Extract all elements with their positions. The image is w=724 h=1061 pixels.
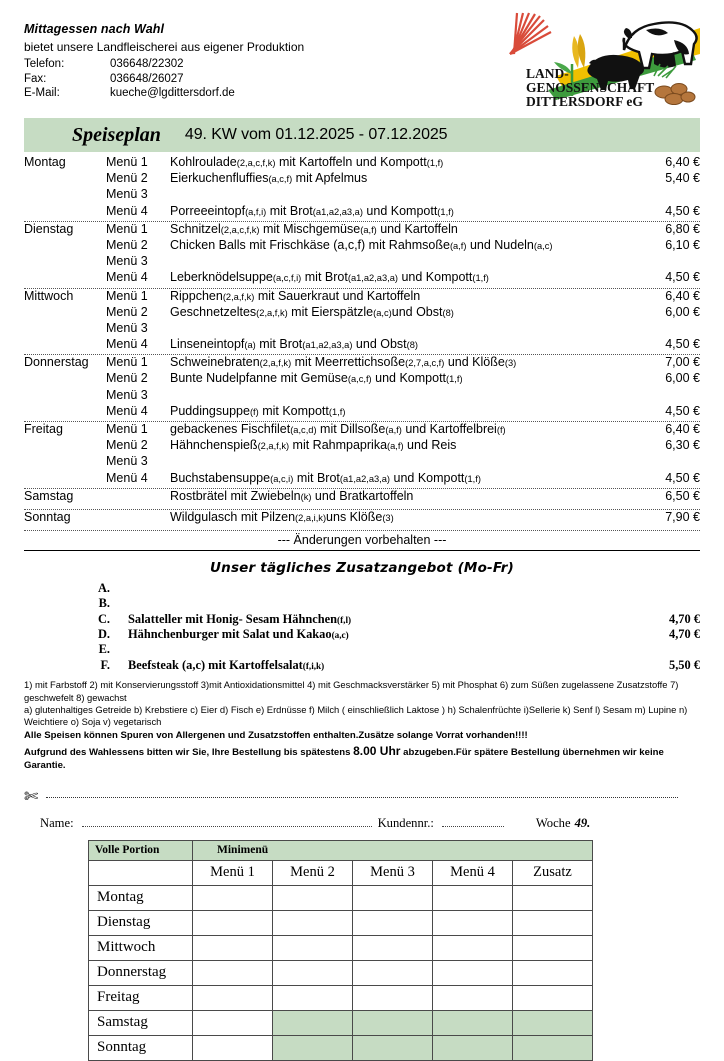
week-label: Woche: [535, 815, 571, 830]
day-label: Mittwoch: [24, 288, 74, 303]
menu-row: [24, 171, 700, 187]
menu-number: Menü 1: [106, 422, 148, 436]
order-cell-dienstag-zusatz[interactable]: [513, 910, 593, 935]
dish-price: 4,50 €: [665, 470, 700, 485]
day-block-freitag: [24, 422, 700, 489]
dish-price: 4,50 €: [665, 203, 700, 218]
allergens-legend: a) glutenhaltiges Getreide b) Krebstiere c) Eier d) Fisch e) Erdnüsse f) Milch ( einschließlich Laktose ) h) Schalenfrüchte i)Sellerie k) Senf l) Sesam m) Lupine n) Weichtiere o) Soja v) vegetarisch: [24, 703, 688, 728]
order-table-group-header: [89, 840, 593, 860]
menu-row: [24, 187, 700, 203]
table-row: [89, 910, 593, 935]
dish-description: Hähnchenspieß(2,a,f,k) mit Rahmpaprika(a,f) und Reis: [170, 438, 457, 453]
email-value: kueche@lgdittersdorf.de: [110, 87, 235, 99]
dish-price: 6,50 €: [665, 488, 700, 503]
dish-description: Schweinebraten(2,a,f,k) mit Meerrettichsoße(2,7,a,c,f) und Klöße(3): [170, 355, 517, 370]
menu-number: Menü 1: [106, 155, 148, 169]
cut-dotted-line: [46, 797, 678, 798]
menu-row: [24, 238, 700, 254]
col-header-menu-1: Menü 1: [193, 860, 273, 885]
dish-price: 4,50 €: [665, 270, 700, 285]
day-block-mittwoch: [24, 289, 700, 356]
order-cell-montag-zusatz[interactable]: [513, 885, 593, 910]
menu-number: Menü 1: [106, 355, 148, 370]
day-label: Freitag: [24, 422, 63, 436]
order-cell-mittwoch-menu2[interactable]: [273, 935, 353, 960]
dish-price: 5,40 €: [665, 171, 700, 186]
extras-item-a: [24, 581, 700, 596]
menu-row: [24, 355, 700, 371]
table-row: [89, 935, 593, 960]
order-table: [88, 840, 593, 1061]
order-cell-montag-menu2[interactable]: [273, 885, 353, 910]
menu-row: [24, 388, 700, 404]
menu-row: [24, 422, 700, 438]
dish-price: 6,80 €: [665, 221, 700, 236]
menu-number: Menü 3: [106, 320, 148, 335]
day-block-samstag: [24, 489, 700, 510]
logo-line-3: DITTERSDORF eG: [526, 94, 643, 109]
dish-description: Chicken Balls mit Frischkäse (a,c,f) mit Rahmsoße(a,f) und Nudeln(a,c): [170, 237, 553, 252]
fax-label: Fax:: [24, 72, 47, 85]
dish-description: Wildgulasch mit Pilzen(2,a,i,k)uns Klöße(3): [170, 509, 394, 524]
extras-letter: A.: [97, 580, 110, 595]
day-block-dienstag: [24, 222, 700, 289]
dish-description: Buchstabensuppe(a,c,i) mit Brot(a1,a2,a3,a) und Kompott(1,f): [170, 470, 481, 485]
dish-price: 6,00 €: [665, 304, 700, 319]
menu-row: [24, 222, 700, 238]
extras-letter: F.: [100, 657, 110, 672]
order-cell-dienstag-menu4[interactable]: [433, 910, 513, 935]
extras-item-c: [24, 612, 700, 627]
extras-item-b: [24, 596, 700, 611]
dish-price: 6,40 €: [665, 288, 700, 303]
order-cell-montag-menu4[interactable]: [433, 885, 513, 910]
dish-price: 6,30 €: [665, 438, 700, 453]
extras-letter: E.: [98, 642, 110, 657]
menu-row: [24, 321, 700, 337]
order-deadline-note: Aufgrund des Wahlessens bitten wir Sie, Ihre Bestellung bis spätestens 8.00 Uhr abzugeben.Für spätere Bestellung übernehmen wir keine Garantie.: [24, 744, 664, 771]
order-cell-sonntag-zusatz: [513, 1035, 593, 1060]
day-block-sonntag: [24, 510, 700, 531]
dish-description: Schnitzel(2,a,c,f,k) mit Mischgemüse(a,f) und Kartoffeln: [170, 221, 458, 236]
order-cell-samstag-menu2: [273, 1010, 353, 1035]
customer-number-input[interactable]: [442, 816, 504, 827]
col-header-menu-3: Menü 3: [353, 860, 433, 885]
dish-description: gebackenes Fischfilet(a,c,d) mit Dillsoße(a,f) und Kartoffelbrei(f): [170, 422, 506, 436]
dish-price: 6,40 €: [665, 155, 700, 169]
order-cell-freitag-zusatz[interactable]: [513, 985, 593, 1010]
header-subtitle: bietet unsere Landfleischerei aus eigener Produktion: [24, 40, 305, 54]
menu-row: [24, 337, 700, 353]
row-day-sonntag: Sonntag: [89, 1035, 193, 1060]
menu-number: Menü 2: [106, 237, 148, 252]
week-range-label: 49. KW vom 01.12.2025 - 07.12.2025: [184, 126, 448, 143]
day-label: Donnerstag: [24, 355, 89, 370]
header-minimenue: Minimenü: [193, 840, 593, 860]
order-cell-mittwoch-menu1[interactable]: [193, 935, 273, 960]
order-cell-mittwoch-menu4[interactable]: [433, 935, 513, 960]
menu-number: Menü 2: [106, 171, 148, 186]
menu-row: [24, 155, 700, 171]
phone-value: 036648/22302: [110, 58, 184, 70]
additives-legend: 1) mit Farbstoff 2) mit Konservierungsstoff 3)mit Antioxidationsmittel 4) mit Geschmacksverstärker 5) mit Phosphat 6) zum Süßen zugelassene Zusatzstoffe 7) geschwefelt 8) gewachst: [24, 679, 679, 703]
menu-number: Menü 2: [106, 304, 148, 319]
logo-line-2: GENOSSENSCHAFT: [526, 80, 655, 95]
extras-letter: B.: [98, 596, 110, 611]
scissors-icon: ✄: [24, 786, 39, 806]
extras-letter: C.: [97, 611, 110, 626]
day-block-montag: [24, 155, 700, 222]
menu-number: Menü 3: [106, 187, 148, 202]
menu-number: Menü 4: [106, 203, 148, 218]
order-cell-donnerstag-menu3[interactable]: [353, 960, 433, 985]
order-cell-donnerstag-menu4[interactable]: [433, 960, 513, 985]
extras-price: 4,70 €: [669, 611, 700, 626]
extras-list: [24, 581, 700, 673]
menu-number: Menü 2: [106, 438, 148, 453]
menu-number: Menü 3: [106, 254, 148, 269]
menu-number: Menü 1: [106, 288, 148, 303]
extras-name: Salatteller mit Honig- Sesam Hähnchen(f,l): [128, 611, 352, 626]
order-cell-sonntag-menu2: [273, 1035, 353, 1060]
order-cell-donnerstag-menu2[interactable]: [273, 960, 353, 985]
menu-number: Menü 1: [106, 221, 148, 236]
order-cell-sonntag-menu4: [433, 1035, 513, 1060]
dish-description: Rostbrätel mit Zwiebeln(k) und Bratkartoffeln: [170, 488, 414, 503]
row-day-samstag: Samstag: [89, 1010, 193, 1035]
order-cell-mittwoch-zusatz[interactable]: [513, 935, 593, 960]
dish-description: Geschnetzeltes(2,a,f,k) mit Eierspätzle(a,c)und Obst(8): [170, 304, 454, 319]
dish-description: Bunte Nudelpfanne mit Gemüse(a,c,f) und Kompott(1,f): [170, 371, 463, 386]
changes-reserved-note: --- Änderungen vorbehalten ---: [277, 532, 447, 547]
dish-price: 4,50 €: [665, 337, 700, 352]
dish-description: Rippchen(2,a,f,k) mit Sauerkraut und Kartoffeln: [170, 288, 421, 303]
extras-letter: D.: [97, 626, 110, 641]
allergen-notes: [24, 679, 700, 772]
menu-row: [24, 489, 700, 508]
table-row: [89, 1010, 593, 1035]
menu-row: [24, 510, 700, 529]
extras-item-f: [24, 658, 700, 673]
extras-price: 4,70 €: [669, 626, 700, 641]
order-cell-dienstag-menu2[interactable]: [273, 910, 353, 935]
table-row: [89, 960, 593, 985]
menu-row: [24, 471, 700, 487]
menu-number: Menü 4: [106, 403, 148, 418]
order-cell-freitag-menu4[interactable]: [433, 985, 513, 1010]
order-cell-sonntag-menu3: [353, 1035, 433, 1060]
col-header-menu-2: Menü 2: [273, 860, 353, 885]
company-logo-graphic: [504, 10, 700, 110]
row-day-freitag: Freitag: [89, 985, 193, 1010]
menu-row: [24, 438, 700, 454]
phone-label: Telefon:: [24, 58, 65, 70]
menu-number: Menü 3: [106, 454, 148, 469]
dish-price: 7,90 €: [665, 509, 700, 524]
dish-description: Eierkuchenfluffies(a,c,f) mit Apfelmus: [170, 171, 368, 186]
potatoes-icon: [655, 84, 695, 105]
order-cell-samstag-zusatz: [513, 1010, 593, 1035]
menu-number: Menü 2: [106, 371, 148, 386]
allergen-warning: Alle Speisen können Spuren von Allergenen und Zusatzstoffen enthalten.Zusätze solange Vorrat vorhanden!!!!: [24, 729, 528, 741]
order-cell-samstag-menu4: [433, 1010, 513, 1035]
dish-description: Porreeeintopf(a,f,i) mit Brot(a1,a2,a3,a) und Kompott(1,f): [170, 203, 454, 218]
extras-name: Hähnchenburger mit Salat und Kakao(a,c): [128, 626, 349, 641]
cut-here-row: [24, 786, 700, 808]
name-input[interactable]: [82, 816, 372, 827]
dish-price: 4,50 €: [665, 403, 700, 418]
order-cell-donnerstag-menu1[interactable]: [193, 960, 273, 985]
extras-title: Unser tägliches Zusatzangebot (Mo-Fr): [209, 559, 515, 576]
row-day-montag: Montag: [89, 885, 193, 910]
dish-price: 7,00 €: [665, 355, 700, 370]
order-cell-montag-menu1[interactable]: [193, 885, 273, 910]
menu-list: [24, 155, 700, 551]
order-cell-montag-menu3[interactable]: [353, 885, 433, 910]
customer-number-label: Kundennr.:: [377, 815, 434, 830]
menu-row: [24, 404, 700, 420]
menu-row: [24, 289, 700, 305]
week-number: 49.: [574, 815, 591, 830]
col-header-menu-4: Menü 4: [433, 860, 513, 885]
order-cell-samstag-menu1[interactable]: [193, 1010, 273, 1035]
order-cell-dienstag-menu1[interactable]: [193, 910, 273, 935]
speiseplan-banner: [24, 118, 700, 152]
email-label: E-Mail:: [24, 87, 60, 99]
order-cell-sonntag-menu1[interactable]: [193, 1035, 273, 1060]
dish-description: Kohlroulade(2,a,c,f,k) mit Kartoffeln und Kompott(1,f): [170, 155, 444, 169]
logo-line-1: LAND-: [526, 66, 569, 81]
menu-number: Menü 3: [106, 387, 148, 402]
dish-price: 6,40 €: [665, 422, 700, 436]
speiseplan-label: Speiseplan: [72, 123, 161, 146]
order-cell-freitag-menu1[interactable]: [193, 985, 273, 1010]
menu-row: [24, 270, 700, 286]
row-day-donnerstag: Donnerstag: [89, 960, 193, 985]
dish-description: Leberknödelsuppe(a,c,f,i) mit Brot(a1,a2,a3,a) und Kompott(1,f): [170, 270, 489, 285]
menu-row: [24, 254, 700, 270]
col-header-blank: [89, 860, 193, 885]
company-logo: [504, 10, 700, 110]
order-table-wrapper: [24, 840, 700, 1061]
fax-value: 036648/26027: [110, 72, 184, 85]
order-cell-donnerstag-zusatz[interactable]: [513, 960, 593, 985]
dish-price: 6,10 €: [665, 237, 700, 252]
day-label: Montag: [24, 155, 66, 169]
extras-price: 5,50 €: [669, 657, 700, 672]
day-label: Samstag: [24, 488, 74, 503]
dish-price: 6,00 €: [665, 371, 700, 386]
menu-row: [24, 204, 700, 220]
extras-item-e: [24, 642, 700, 657]
col-header-zusatz: Zusatz: [513, 860, 593, 885]
order-table-column-header: [89, 860, 593, 885]
document-header: [24, 0, 700, 114]
table-row: [89, 885, 593, 910]
order-cell-freitag-menu3[interactable]: [353, 985, 433, 1010]
order-cell-dienstag-menu3[interactable]: [353, 910, 433, 935]
dish-description: Puddingsuppe(f) mit Kompott(1,f): [170, 403, 346, 418]
menu-row: [24, 371, 700, 387]
name-label: Name:: [40, 815, 74, 830]
menu-number: Menü 4: [106, 270, 148, 285]
header-volle-portion: Volle Portion: [89, 840, 193, 860]
day-label: Sonntag: [24, 509, 71, 524]
order-cell-mittwoch-menu3[interactable]: [353, 935, 433, 960]
table-row: [89, 985, 593, 1010]
day-block-donnerstag: [24, 355, 700, 422]
extras-name: Beefsteak (a,c) mit Kartoffelsalat(f,i,k): [128, 657, 325, 672]
menu-number: Menü 4: [106, 470, 148, 485]
order-cell-samstag-menu3: [353, 1010, 433, 1035]
dish-description: Linseneintopf(a) mit Brot(a1,a2,a3,a) und Obst(8): [170, 337, 419, 352]
order-deadline-time: 8.00 Uhr: [353, 744, 401, 759]
order-form-fields: [24, 816, 700, 831]
extras-item-d: [24, 627, 700, 642]
row-day-mittwoch: Mittwoch: [89, 935, 193, 960]
page-title: Mittagessen nach Wahl: [24, 22, 165, 36]
menu-number: Menü 4: [106, 337, 148, 352]
row-day-dienstag: Dienstag: [89, 910, 193, 935]
sunrays-icon: [510, 13, 551, 54]
day-label: Dienstag: [24, 221, 74, 236]
order-cell-freitag-menu2[interactable]: [273, 985, 353, 1010]
table-row: [89, 1035, 593, 1060]
menu-row: [24, 305, 700, 321]
section-divider: [24, 550, 700, 551]
menu-row: [24, 454, 700, 470]
